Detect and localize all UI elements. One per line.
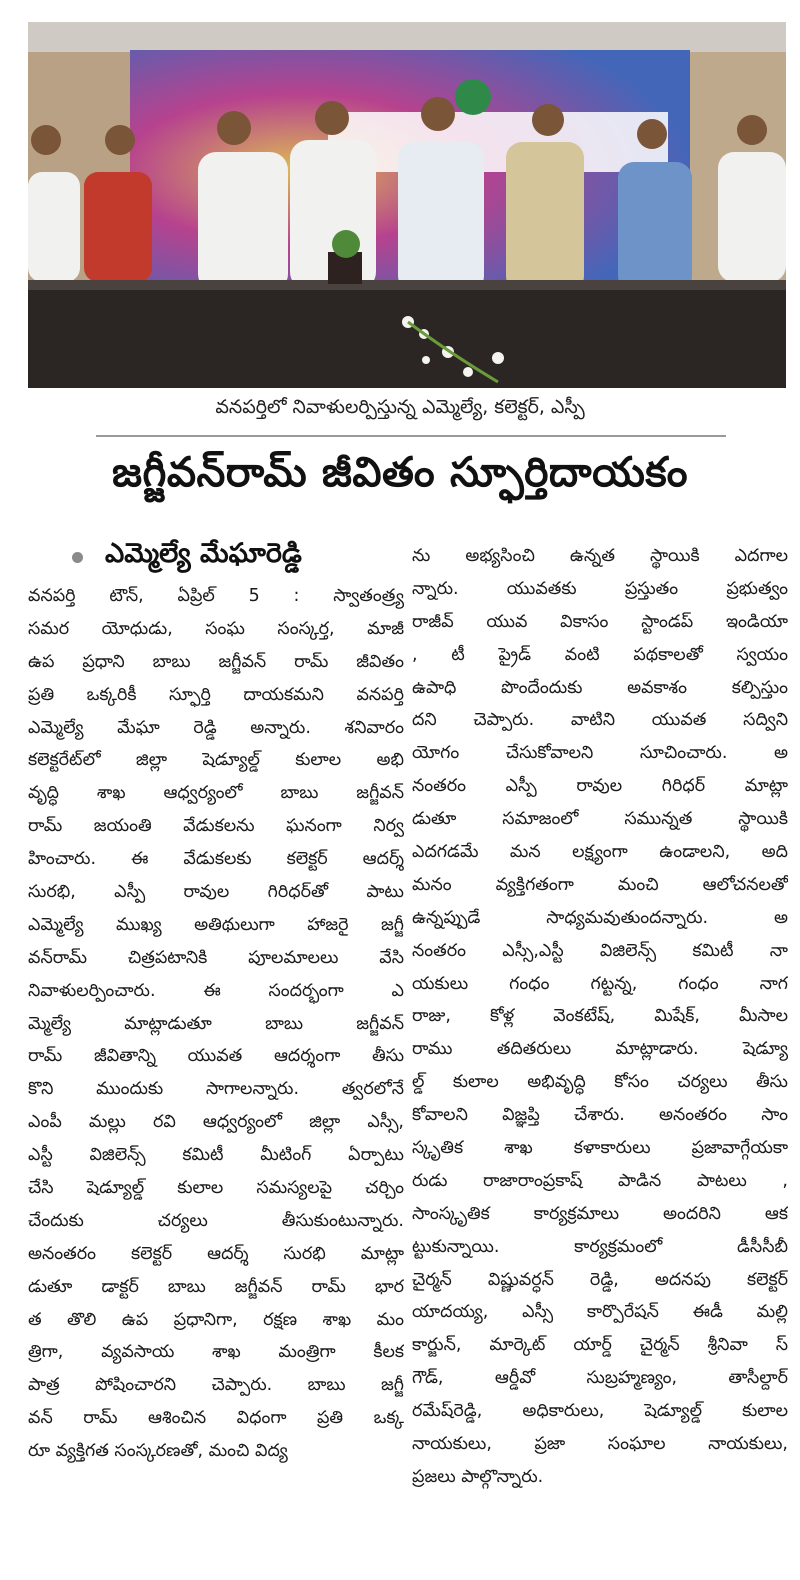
article-column-left [28, 580, 404, 1468]
text-line: పాత్ర పోషించారని చెప్పారు. బాబు జగ్జీ [28, 1375, 404, 1396]
text-line: నంతరం ఎస్పీ రావుల గిరిధర్ మాట్లా [412, 776, 788, 797]
text-line: కార్జున్, మార్కెట్ యార్డ్ చైర్మన్ శ్రీనివా స్ [412, 1335, 788, 1356]
text-line: ప్రజలు పాల్గొన్నారు. [412, 1466, 544, 1487]
divider [96, 435, 726, 437]
text-line: ట్టుకున్నాయి. కార్యక్రమంలో డీసీసీబీ [412, 1236, 788, 1257]
text-line: వన్‌రామ్ చిత్రపటానికి పూలమాలలు వేసి [28, 947, 404, 968]
text-line: ఎంపీ మల్లు రవి ఆధ్వర్యంలో జిల్లా ఎస్సీ, [28, 1112, 404, 1133]
text-line: యకులు గంధం గట్టన్న, గంధం నాగ [412, 973, 788, 994]
text-line: వన్ రామ్ ఆశించిన విధంగా ప్రతి ఒక్క [28, 1408, 404, 1429]
text-line: రూ వ్యక్తిగత సంస్కరణతో, మంచి విద్య [28, 1441, 288, 1462]
text-line: స్కృతిక శాఖ కళాకారులు ప్రజావాగ్గేయకా [412, 1138, 788, 1159]
text-line: ల్డ్ కులాల అభివృద్ధి కోసం చర్యలు తీసు [412, 1072, 788, 1093]
text-line: ను అభ్యసించి ఉన్నత స్థాయికి ఎదగాల [412, 546, 788, 566]
text-line: రాజు, కోళ్ల వెంకటేష్, మిషేక్, మీసాల [412, 1006, 788, 1027]
text-line: రుడు రాజారాంప్రకాష్ పాడిన పాటలు , [412, 1170, 788, 1191]
text-line: న్నారు. యువతకు ప్రస్తుతం ప్రభుత్వం [412, 578, 788, 599]
text-line: ఉన్నప్పుడే సాధ్యమవుతుందన్నారు. అ [412, 907, 788, 928]
text-line: ఎమ్మెల్యే ముఖ్య అతిథులుగా హాజరై జగ్జీ [28, 914, 404, 935]
text-line: గౌడ్, ఆర్డీవో సుబ్రహ్మణ్యం, తాసీల్దార్ [412, 1368, 788, 1389]
photo-caption: వనపర్తిలో నివాళులర్పిస్తున్న ఎమ్మెల్యే, కలెక్టర్, ఎస్పీ [215, 396, 585, 418]
text-line: యాదయ్య, ఎస్సీ కార్పొరేషన్ ఈడీ మల్లి [412, 1302, 788, 1323]
text-line: మనం వ్యక్తిగతంగా మంచి ఆలోచనలతో [412, 874, 788, 895]
text-line: ఎమ్మెల్యే మేఘా రెడ్డి అన్నారు. శనివారం [28, 717, 404, 738]
text-line: ఉపాధి పొందేందుకు అవకాశం కల్పిస్తుం [412, 677, 788, 698]
news-photo [28, 22, 786, 388]
subheadline [72, 538, 302, 576]
text-line: రాజీవ్ యువ వికాసం స్టాండప్ ఇండియా [412, 611, 788, 632]
text-line: సమర యోధుడు, సంఘ సంస్కర్త, మాజీ [28, 618, 404, 639]
text-line: దని చెప్పారు. వాటిని యువత సద్విని [412, 710, 788, 731]
text-line: మ్మెల్యే మాట్లాడుతూ బాబు జగ్జీవన్ [28, 1013, 404, 1034]
text-line: నంతరం ఎస్సీ,ఎస్టీ విజిలెన్స్ కమిటీ నా [412, 940, 788, 961]
bullet-icon [72, 552, 83, 563]
text-line: ఎస్టీ విజిలెన్స్ కమిటీ మీటింగ్ ఏర్పాటు [28, 1145, 404, 1166]
text-line: అనంతరం కలెక్టర్ ఆదర్శ్ సురభి మాట్లా [28, 1243, 404, 1264]
text-line: వనపర్తి టౌన్, ఏప్రిల్ 5 : స్వాతంత్ర్య [28, 586, 404, 606]
text-line: డుతూ సమాజంలో సమున్నత స్థాయికి [412, 809, 788, 830]
text-line: ప్రతి ఒక్కరికీ స్ఫూర్తి దాయకమని వనపర్తి [28, 684, 404, 705]
text-line: ఉప ప్రధాని బాబు జగ్జీవన్ రామ్ జీవితం [28, 651, 404, 672]
text-line: వృద్ధి శాఖ ఆధ్వర్యంలో బాబు జగ్జీవన్ [28, 783, 404, 804]
text-line: రామ్ జయంతి వేడుకలను ఘనంగా నిర్వ [28, 816, 404, 837]
text-line: కొని ముందుకు సాగాలన్నారు. త్వరలోనే [28, 1079, 404, 1100]
text-line: రామ్ జీవితాన్ని యువత ఆదర్శంగా తీసు [28, 1046, 404, 1067]
headline: జగ్జీవన్‌రామ్ జీవితం స్ఫూర్తిదాయకం [112, 448, 688, 496]
text-line: చేందుకు చర్యలు తీసుకుంటున్నారు. [28, 1210, 404, 1231]
article-column-right [412, 540, 788, 1494]
text-line: కలెక్టరేట్‌లో జిల్లా షెడ్యూల్డ్ కులాల అభి [28, 750, 404, 771]
text-line: నివాళులర్పించారు. ఈ సందర్భంగా ఎ [28, 980, 404, 1001]
text-line: నాయకులు, ప్రజా సంఘాల నాయకులు, [412, 1434, 788, 1455]
text-line: సాంస్కృతిక కార్యక్రమాలు అందరిని ఆక [412, 1203, 788, 1224]
text-line: చేసి షెడ్యూల్డ్ కులాల సమస్యలపై చర్చిం [28, 1178, 404, 1199]
text-line: త తొలి ఉప ప్రధానిగా, రక్షణ శాఖ మం [28, 1309, 404, 1330]
text-line: యోగం చేసుకోవాలని సూచించారు. అ [412, 743, 788, 764]
text-line: డుతూ డాక్టర్ బాబు జగ్జీవన్ రామ్ భార [28, 1276, 404, 1297]
text-line: రాము తదితరులు మాట్లాడారు. షెడ్యూ [412, 1039, 788, 1060]
text-line: ఎదగడమే మన లక్ష్యంగా ఉండాలని, అది [412, 842, 788, 863]
subheadline-text: ఎమ్మెల్యే మేఘారెడ్డి [105, 538, 302, 569]
text-line: , టీ ప్రైడ్ వంటి పథకాలతో స్వయం [412, 644, 788, 665]
text-line: కోవాలని విజ్ఞప్తి చేశారు. అనంతరం సాం [412, 1105, 788, 1126]
text-line: రమేష్‌రెడ్డి, అధికారులు, షెడ్యూల్డ్ కులాల [412, 1401, 788, 1422]
text-line: సురభి, ఎస్పీ రావుల గిరిధర్‌తో పాటు [28, 882, 404, 903]
text-line: హించారు. ఈ వేడుకలకు కలెక్టర్ ఆదర్శ్ [28, 849, 404, 870]
text-line: త్రిగా, వ్యవసాయ శాఖ మంత్రిగా కీలక [28, 1342, 404, 1363]
text-line: చైర్మన్ విష్ణువర్ధన్ రెడ్డి, అదనపు కలెక్టర్ [412, 1269, 788, 1290]
